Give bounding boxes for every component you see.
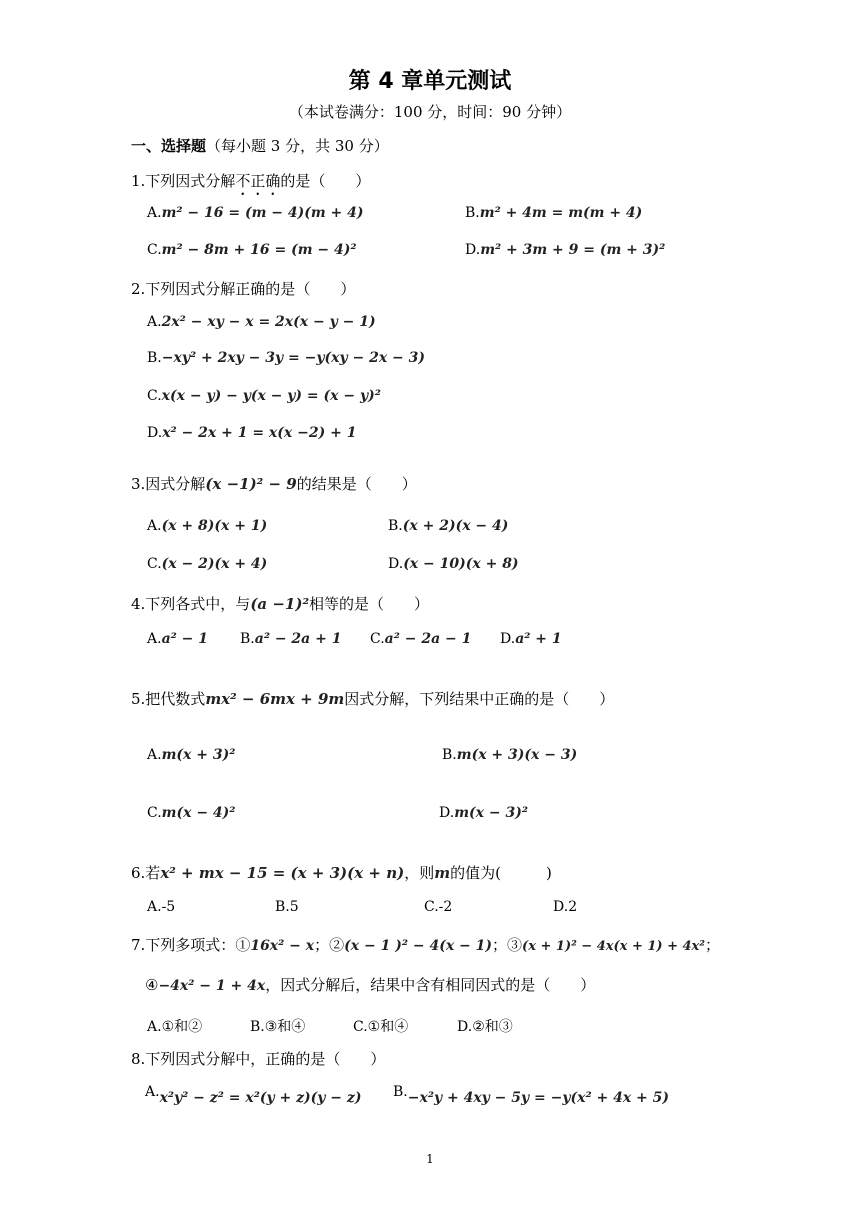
q6-option-d[interactable]	[553, 899, 577, 915]
option-label: A.	[145, 1084, 160, 1100]
q6-mid: ，则	[404, 864, 435, 882]
option-expr: (x − 10)(x + 8)	[403, 556, 519, 572]
option-label: D.	[553, 899, 569, 915]
q1-option-a[interactable]	[147, 205, 364, 221]
question-7-stem-line1	[131, 934, 720, 955]
q3-option-d[interactable]	[388, 556, 519, 572]
option-label: D.	[465, 242, 481, 258]
q3-expr: (x −1)² − 9	[205, 475, 297, 493]
q6-option-c[interactable]	[424, 899, 452, 915]
q6-var: m	[434, 864, 451, 882]
separator: ；	[705, 936, 721, 954]
option-label: C.	[147, 388, 162, 404]
q7-item-4-expr: −4x² − 1 + 4x	[158, 978, 266, 994]
option-expr: a² − 2a − 1	[384, 631, 472, 647]
option-label: A.	[147, 314, 162, 330]
option-label: B.	[393, 1084, 408, 1100]
question-1-stem	[131, 170, 370, 199]
q1-option-d[interactable]	[465, 242, 665, 258]
q7-item-2-expr: (x − 1 )² − 4(x − 1)	[344, 938, 493, 954]
option-label: C.	[147, 242, 162, 258]
question-8-stem: 8.下列因式分解中，正确的是（ ）	[131, 1050, 386, 1068]
option-value: ②和③	[472, 1019, 513, 1035]
q7-option-d[interactable]	[457, 1016, 513, 1036]
q4-prefix: 4.下列各式中，与	[131, 595, 251, 613]
section-heading-label: 一、选择题	[131, 137, 207, 155]
separator: ；	[492, 936, 508, 954]
page-title: 第 4 章单元测试	[348, 69, 512, 94]
option-value: ①和②	[161, 1019, 203, 1035]
option-label: C.	[147, 805, 162, 821]
option-expr: a² + 1	[515, 631, 562, 647]
option-expr: m(x + 3)²	[161, 747, 236, 763]
separator: ；	[314, 936, 330, 954]
option-expr: (x + 2)(x − 4)	[402, 518, 509, 534]
option-expr: m(x − 3)²	[454, 805, 528, 821]
option-label: D.	[147, 425, 163, 441]
option-value: 5	[289, 899, 299, 915]
q1-suffix: 的是（ ）	[280, 172, 371, 190]
option-label: A.	[147, 631, 162, 647]
option-label: C.	[353, 1019, 368, 1035]
q7-option-a[interactable]	[147, 1016, 202, 1036]
q5-expr: mx² − 6mx + 9m	[205, 690, 345, 708]
q3-suffix: 的结果是（ ）	[296, 475, 417, 493]
q7-item-1-mark: ①	[235, 936, 251, 954]
option-expr: a² − 1	[161, 631, 208, 647]
option-label: D.	[388, 556, 404, 572]
q2-option-b[interactable]	[147, 350, 425, 366]
option-label: B.	[240, 631, 255, 647]
option-expr: x²y² − z² = x²(y + z)(y − z)	[159, 1090, 362, 1106]
q7-option-b[interactable]	[250, 1016, 305, 1036]
q6-suffix: 的值为( )	[450, 864, 552, 882]
section-heading	[131, 135, 389, 156]
question-3-stem	[131, 473, 417, 494]
q7-prefix: 7.下列多项式：	[131, 936, 236, 954]
q5-suffix: 因式分解，下列结果中正确的是（ ）	[344, 690, 615, 708]
q1-option-c[interactable]	[147, 242, 357, 258]
q7-suffix: 因式分解后，结果中含有相同因式的是（ ）	[280, 976, 596, 994]
q7-item-4-mark: ④	[145, 976, 159, 994]
option-expr: m² + 4m = m(m + 4)	[479, 205, 643, 221]
question-7-stem-line2	[145, 974, 595, 995]
question-4-stem	[131, 593, 429, 614]
question-6-stem	[131, 862, 552, 883]
option-expr: m² − 16 = (m − 4)(m + 4)	[161, 205, 364, 221]
option-value: -5	[161, 899, 176, 915]
option-expr: x(x − y) − y(x − y) = (x − y)²	[161, 388, 381, 404]
option-label: C.	[147, 556, 162, 572]
q7-item-1-expr: 16x² − x	[250, 938, 315, 954]
option-expr: (x + 8)(x + 1)	[161, 518, 268, 534]
option-expr: x² − 2x + 1 = x(x −2) + 1	[162, 425, 357, 441]
option-label: A.	[147, 899, 162, 915]
question-2-stem: 2.下列因式分解正确的是（ ）	[131, 280, 356, 298]
option-label: D.	[500, 631, 516, 647]
option-label: B.	[250, 1019, 265, 1035]
page-subtitle: （本试卷满分：100 分，时间：90 分钟）	[288, 103, 572, 121]
q3-option-b[interactable]	[388, 518, 508, 534]
option-value: ①和④	[367, 1019, 409, 1035]
q6-expr: x² + mx − 15 = (x + 3)(x + n)	[160, 864, 405, 882]
q7-item-3-expr: (x + 1)² − 4x(x + 1) + 4x²	[522, 939, 705, 954]
q4-suffix: 相等的是（ ）	[309, 595, 430, 613]
option-expr: (x − 2)(x + 4)	[161, 556, 268, 572]
q3-option-a[interactable]	[147, 518, 267, 534]
q2-option-a[interactable]	[147, 314, 376, 330]
option-expr: m² + 3m + 9 = (m + 3)²	[480, 242, 666, 258]
option-label: C.	[370, 631, 385, 647]
q3-option-c[interactable]	[147, 556, 267, 572]
q1-emphasis: 不正确	[235, 172, 281, 190]
option-expr: m² − 8m + 16 = (m − 4)²	[161, 242, 357, 258]
q2-option-c[interactable]	[147, 388, 381, 404]
q6-option-b[interactable]	[275, 899, 299, 915]
option-label: A.	[147, 1019, 162, 1035]
q7-option-c[interactable]	[353, 1016, 408, 1036]
q6-prefix: 6.若	[131, 864, 161, 882]
option-label: B.	[465, 205, 480, 221]
q2-option-d[interactable]	[147, 425, 356, 441]
q8-option-a[interactable]	[145, 1084, 361, 1106]
option-label: C.	[424, 899, 439, 915]
q7-item-2-mark: ②	[329, 936, 345, 954]
separator: ，	[265, 976, 281, 994]
q1-prefix: 1.下列因式分解	[131, 172, 236, 190]
q4-expr: (a −1)²	[250, 595, 310, 613]
q6-option-a[interactable]	[147, 899, 175, 915]
q5-prefix: 5.把代数式	[131, 690, 206, 708]
option-label: A.	[147, 747, 162, 763]
option-expr: a² − 2a + 1	[254, 631, 342, 647]
option-value: -2	[438, 899, 453, 915]
q4-option-b[interactable]	[240, 631, 341, 647]
q5-option-a[interactable]	[147, 747, 235, 763]
option-expr: m(x + 3)(x − 3)	[456, 747, 578, 763]
option-label: B.	[147, 350, 162, 366]
option-label: A.	[147, 205, 162, 221]
option-expr: −x²y + 4xy − 5y = −y(x² + 4x + 5)	[407, 1090, 670, 1106]
option-value: 2	[568, 899, 578, 915]
q4-option-d[interactable]	[500, 631, 562, 647]
q4-option-c[interactable]	[370, 631, 471, 647]
option-label: B.	[388, 518, 403, 534]
section-heading-note: （每小题 3 分，共 30 分）	[206, 137, 389, 155]
q4-option-a[interactable]	[147, 631, 208, 647]
q5-option-d[interactable]	[439, 805, 528, 821]
q5-option-b[interactable]	[442, 747, 577, 763]
option-label: D.	[439, 805, 455, 821]
option-expr: −xy² + 2xy − 3y = −y(xy − 2x − 3)	[161, 350, 426, 366]
q8-option-b[interactable]	[393, 1084, 669, 1106]
option-label: D.	[457, 1019, 473, 1035]
option-value: ③和④	[264, 1019, 306, 1035]
page-number: 1	[426, 1152, 434, 1166]
q1-option-b[interactable]	[465, 205, 642, 221]
option-label: B.	[442, 747, 457, 763]
option-expr: 2x² − xy − x = 2x(x − y − 1)	[161, 314, 376, 330]
question-5-stem	[131, 688, 614, 709]
option-label: A.	[147, 518, 162, 534]
q3-prefix: 3.因式分解	[131, 475, 206, 493]
option-label: B.	[275, 899, 290, 915]
option-expr: m(x − 4)²	[161, 805, 236, 821]
q7-item-3-mark: ③	[507, 936, 523, 954]
q5-option-c[interactable]	[147, 805, 235, 821]
